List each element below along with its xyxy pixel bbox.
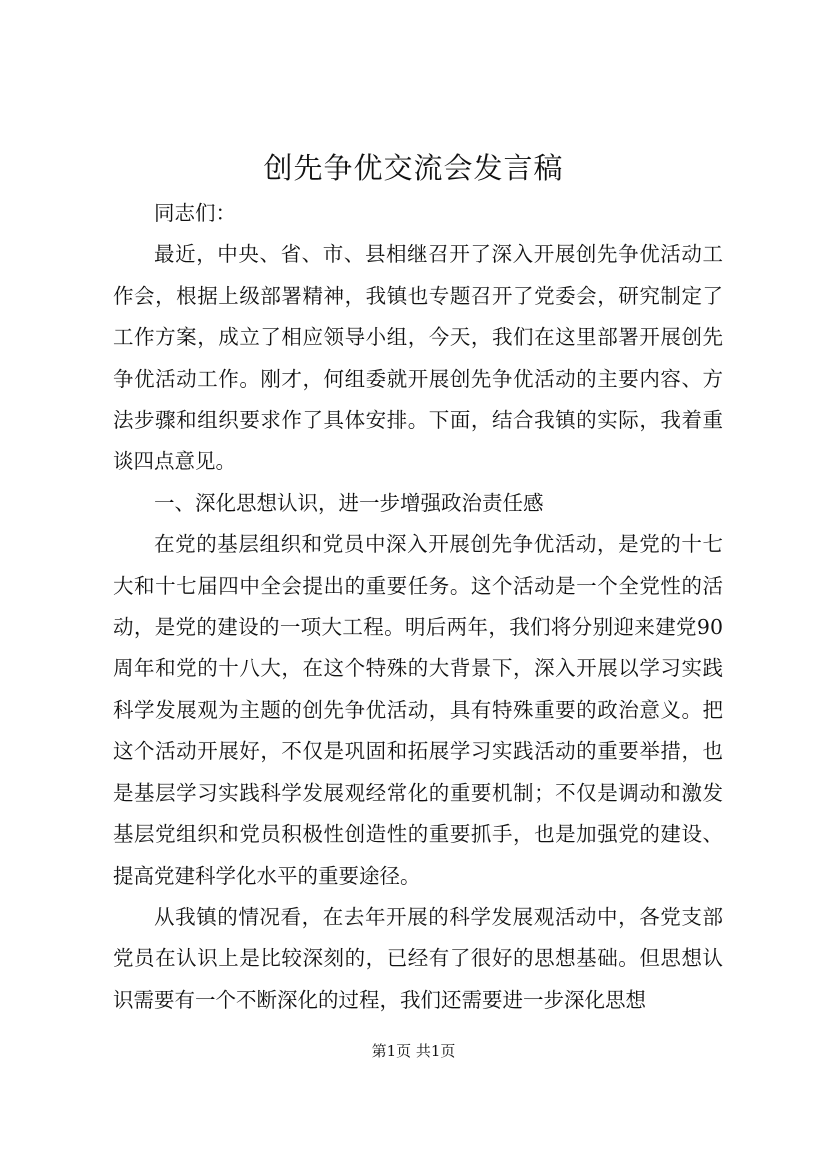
document-title: 创先争优交流会发言稿 <box>263 151 564 185</box>
paragraph-section-1-continued: 从我镇的情况看，在去年开展的科学发展观活动中，各党支部党员在认识上是比较深刻的，已经有了很好的思想基础。但思想认识需要有一个不断深化的过程，我们还需要进一步深化思想 <box>113 904 723 1012</box>
paragraph-intro: 最近，中央、省、市、县相继召开了深入开展创先争优活动工作会，根据上级部署精神，我镇也专题召开了党委会，研究制定了工作方案，成立了相应领导小组，今天，我们在这里部署开展创先争优活动工作。刚才，何组委就开展创先争优活动的主要内容、方法步骤和组织要求作了具体安排。下面，结合我镇的实际，我着重谈四点意见。 <box>113 242 723 474</box>
paragraph-section-1: 在党的基层组织和党员中深入开展创先争优活动，是党的十七大和十七届四中全会提出的重要任务。这个活动是一个全党性的活动，是党的建设的一项大工程。明后两年，我们将分别迎来建党90周年和党的十八大，在这个特殊的大背景下，深入开展以学习实践科学发展观为主题的创先争优活动，具有特殊重要的政治意义。把这个活动开展好，不仅是巩固和拓展学习实践活动的重要举措，也是基层学习实践科学发展观经常化的重要机制；不仅是调动和激发基层党组织和党员积极性创造性的重要抓手，也是加强党的建设、提高党建科学化水平的重要途径。 <box>113 532 723 888</box>
document-body <box>113 193 723 1021</box>
section-heading-1: 一、深化思想认识，进一步增强政治责任感 <box>154 490 544 515</box>
page-footer: 第1页 共1页 <box>371 1042 456 1060</box>
salutation: 同志们： <box>154 201 236 225</box>
